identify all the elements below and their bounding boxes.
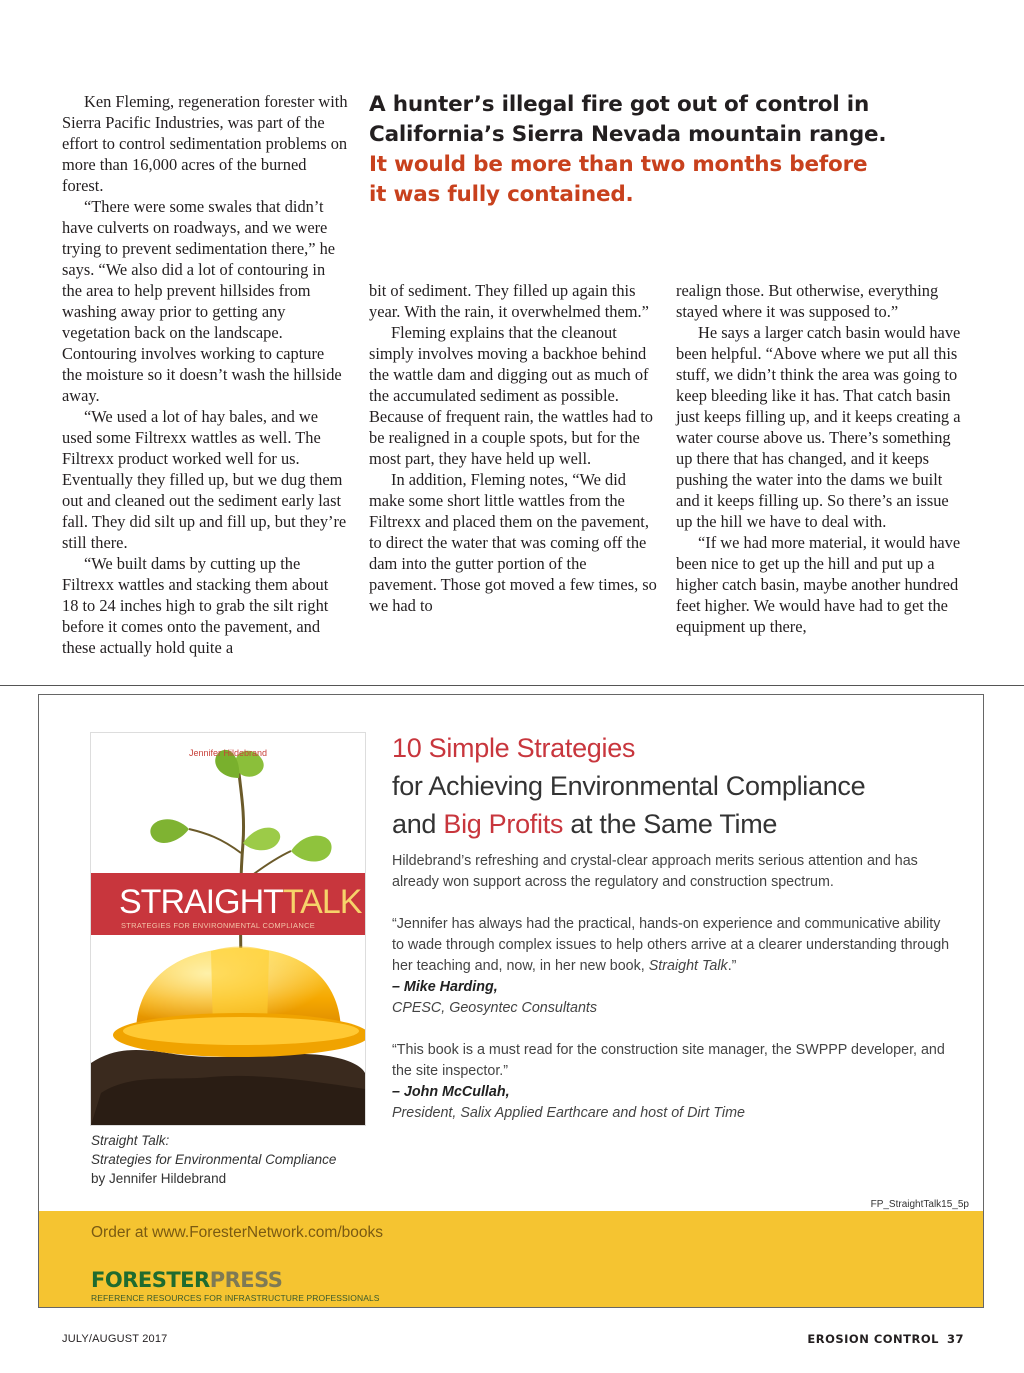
logo-tagline: REFERENCE RESOURCES FOR INFRASTRUCTURE PROFESSIONALS <box>91 1293 380 1303</box>
paragraph: “There were some swales that didn’t have culverts on roadways, and we were trying to prevent sedimentation there,” he says. “We also did a lot of contouring in the area to help prevent hillsides from washing away prior to getting any vegetation back on the landscape. Contouring involves working to capture the moisture so it doesn’t wash the hillside away. <box>62 197 342 405</box>
ad-headline-word: at the Same Time <box>570 809 778 839</box>
paragraph: Fleming explains that the cleanout simply involves moving a backhoe behind the wattle dam and digging out as much of the accumulated sediment as possible. Because of frequent rain, the wattles had to be realigned in a couple spots, but for the most part, they have held up well. <box>369 323 653 468</box>
cover-title-word: TALK <box>282 883 362 921</box>
quote-text-end: .” <box>727 958 737 974</box>
article-column-3 <box>676 280 966 637</box>
book-caption <box>91 1131 336 1188</box>
ad-headline-word: and <box>392 809 437 839</box>
ad-headline-line <box>392 805 972 843</box>
paragraph: bit of sediment. They filled up again this year. With the rain, it overwhelmed them.” <box>369 281 649 321</box>
paragraph: realign those. But otherwise, everything stayed where it was supposed to.” <box>676 281 939 321</box>
article-column-2 <box>369 280 657 616</box>
order-link[interactable]: Order at www.ForesterNetwork.com/books <box>91 1224 384 1241</box>
pull-quote <box>369 90 889 210</box>
logo-word: FORESTER <box>91 1268 210 1292</box>
page-footer <box>807 1332 964 1346</box>
article-column-1 <box>62 91 348 658</box>
section-divider <box>0 685 1024 686</box>
order-banner <box>39 1211 984 1308</box>
cover-subtitle: STRATEGIES FOR ENVIRONMENTAL COMPLIANCE <box>121 921 316 930</box>
pull-quote-lead: A hunter’s illegal fire got out of control in California’s Sierra Nevada mountain range. <box>369 92 887 147</box>
caption-line: Strategies for Environmental Compliance <box>91 1152 337 1167</box>
testimonial-author-title: President, Salix Applied Earthcare and host of Dirt Time <box>392 1105 745 1121</box>
testimonial-author: – Mike Harding, <box>392 979 498 995</box>
quote-text: “Jennifer has always had the practical, hands-on experience and communicative ability to wade through complex issues to help others arrive at a clearer understanding through her teaching and, now, in her new book, <box>392 916 950 974</box>
ad-headline-highlight: Big Profits <box>443 809 564 839</box>
testimonial-1 <box>392 914 952 1019</box>
ad-headline-line: for Achieving Environmental Compliance <box>392 771 866 801</box>
testimonial-author-title: CPESC, Geosyntec Consultants <box>392 1000 598 1016</box>
caption-line: Straight Talk: <box>91 1133 170 1148</box>
quote-book-title: Straight Talk <box>648 958 728 974</box>
ad-headline <box>392 729 972 843</box>
magazine-name: EROSION CONTROL <box>807 1332 939 1346</box>
page-number: 37 <box>946 1332 964 1346</box>
cover-title-word: STRAIGHT <box>119 883 283 921</box>
paragraph: “We built dams by cutting up the Filtrexx wattles and stacking them about 18 to 24 inches high to grab the silt right before it comes onto the pavement, and these actually hold quite a <box>62 554 329 657</box>
paragraph: He says a larger catch basin would have been helpful. “Above where we put all this stuff, we didn’t think the area was going to keep bleeding like it has. That catch basin just keeps filling up, and it keeps creating a water course above us. There’s something up there that has changed, and it keeps pushing the water into the dams we built and it keeps filling up. So there’s an issue up the hill we have to deal with. <box>676 323 961 531</box>
cover-title <box>119 883 361 922</box>
logo-word: PRESS <box>209 1268 283 1292</box>
ad-headline-line: 10 Simple Strategies <box>392 733 636 763</box>
issue-date: JULY/AUGUST 2017 <box>62 1333 168 1345</box>
ad-code: FP_StraightTalk15_5p <box>870 1199 969 1210</box>
book-cover-image <box>91 733 365 1125</box>
paragraph: “If we had more material, it would have been nice to get up the hill and put up a higher catch basin, maybe another hundred feet higher. We would have had to get the equipment up there, <box>676 533 961 636</box>
caption-line: by Jennifer Hildebrand <box>91 1171 227 1186</box>
testimonial-quote <box>392 914 952 977</box>
paragraph: “We used a lot of hay bales, and we used some Filtrexx wattles as well. The Filtrexx product worked well for us. Eventually they filled up, but we dug them out and cleaned out the sediment early last fall. They did silt up and fill up, but they’re still there. <box>62 407 347 552</box>
testimonial-author: – John McCullah, <box>392 1084 510 1100</box>
cover-author: Jennifer Hildebrand <box>189 748 268 758</box>
pull-quote-accent: It would be more than two months before it was fully contained. <box>369 152 868 207</box>
paragraph: In addition, Fleming notes, “We did make some short little wattles from the Filtrexx and placed them on the pavement, to direct the water that was coming off the dam into the gutter portion of the pavement. Those got moved a few times, so we had to <box>369 470 657 615</box>
book-advertisement <box>38 694 984 1308</box>
testimonial-2 <box>392 1040 952 1124</box>
cover-title-band <box>91 873 365 935</box>
ad-description: Hildebrand’s refreshing and crystal-clear approach merits serious attention and has already won support across the regulatory and construction spectrum. <box>392 853 918 890</box>
forester-press-logo <box>91 1269 282 1291</box>
paragraph: Ken Fleming, regeneration forester with Sierra Pacific Industries, was part of the effort to control sedimentation problems on more than 16,000 acres of the burned forest. <box>62 92 348 195</box>
testimonial-quote: “This book is a must read for the construction site manager, the SWPPP developer, and the site inspector.” <box>392 1042 945 1079</box>
